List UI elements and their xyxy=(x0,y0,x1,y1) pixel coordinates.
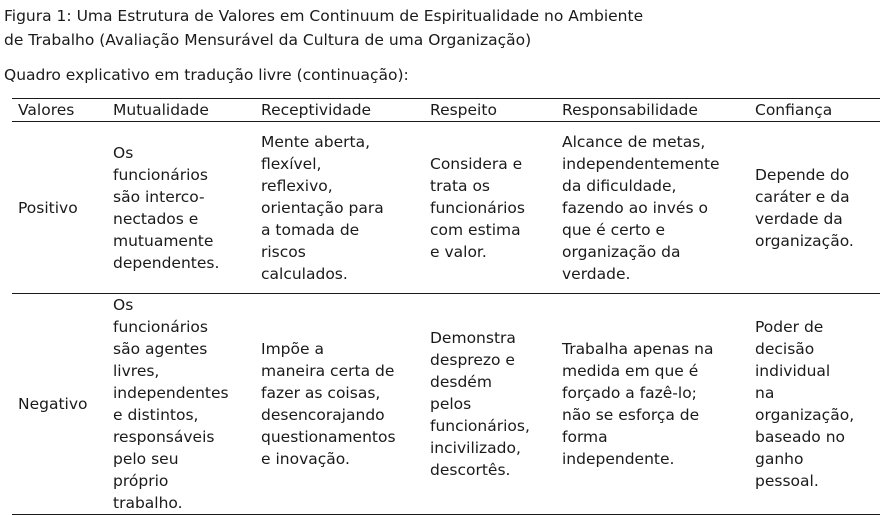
table-row-negativo xyxy=(12,294,880,515)
figure-caption xyxy=(4,4,643,52)
cell-negativo-mutualidade: Os funcionários são agentes livres, independentes e distintos, responsáveis pelo seu próprio trabalho. xyxy=(107,294,255,515)
figure-caption-line-2: de Trabalho (Avaliação Mensurável da Cultura de uma Organização) xyxy=(4,31,532,49)
cell-negativo-receptividade: Impõe a maneira certa de fazer as coisas, desencorajando questionamentos e inovação. xyxy=(255,294,424,515)
cell-negativo-responsabilidade: Trabalha apenas na medida em que é forçado a fazê-lo; não se esforça de forma independente. xyxy=(556,294,749,515)
table-header-row xyxy=(12,99,880,122)
cell-positivo-respeito: Considera e trata os funcionários com estima e valor. xyxy=(430,154,525,261)
table-subtitle: Quadro explicativo em tradução livre (continuação): xyxy=(4,66,409,84)
header-respeito: Respeito xyxy=(424,99,556,122)
table-row-positivo xyxy=(12,122,880,294)
row-label-negativo: Negativo xyxy=(12,294,107,515)
values-table xyxy=(12,98,880,515)
header-valores: Valores xyxy=(12,99,107,122)
cell-negativo-confianca: Poder de decisão individual na organização, baseado no ganho pessoal. xyxy=(749,294,880,515)
cell-positivo-mutualidade: Os funcionários são interco- nectados e mutuamente dependentes. xyxy=(113,143,220,272)
cell-negativo-respeito: Demonstra desprezo e desdém pelos funcionários, incivilizado, descortês. xyxy=(424,294,556,515)
header-mutualidade: Mutualidade xyxy=(107,99,255,122)
cell-positivo-responsabilidade: Alcance de metas, independentemente da dificuldade, fazendo ao invés o que é certo e organização da verdade. xyxy=(562,132,720,283)
cell-positivo-receptividade: Mente aberta, flexível, reflexivo, orientação para a tomada de riscos calculados. xyxy=(261,132,384,283)
figure-caption-line-1: Figura 1: Uma Estrutura de Valores em Continuum de Espiritualidade no Ambiente xyxy=(4,7,644,25)
header-responsabilidade: Responsabilidade xyxy=(556,99,749,122)
row-label-positivo: Positivo xyxy=(18,198,78,217)
header-receptividade: Receptividade xyxy=(255,99,424,122)
cell-positivo-confianca: Depende do caráter e da verdade da organização. xyxy=(755,165,854,250)
header-confianca: Confiança xyxy=(749,99,880,122)
